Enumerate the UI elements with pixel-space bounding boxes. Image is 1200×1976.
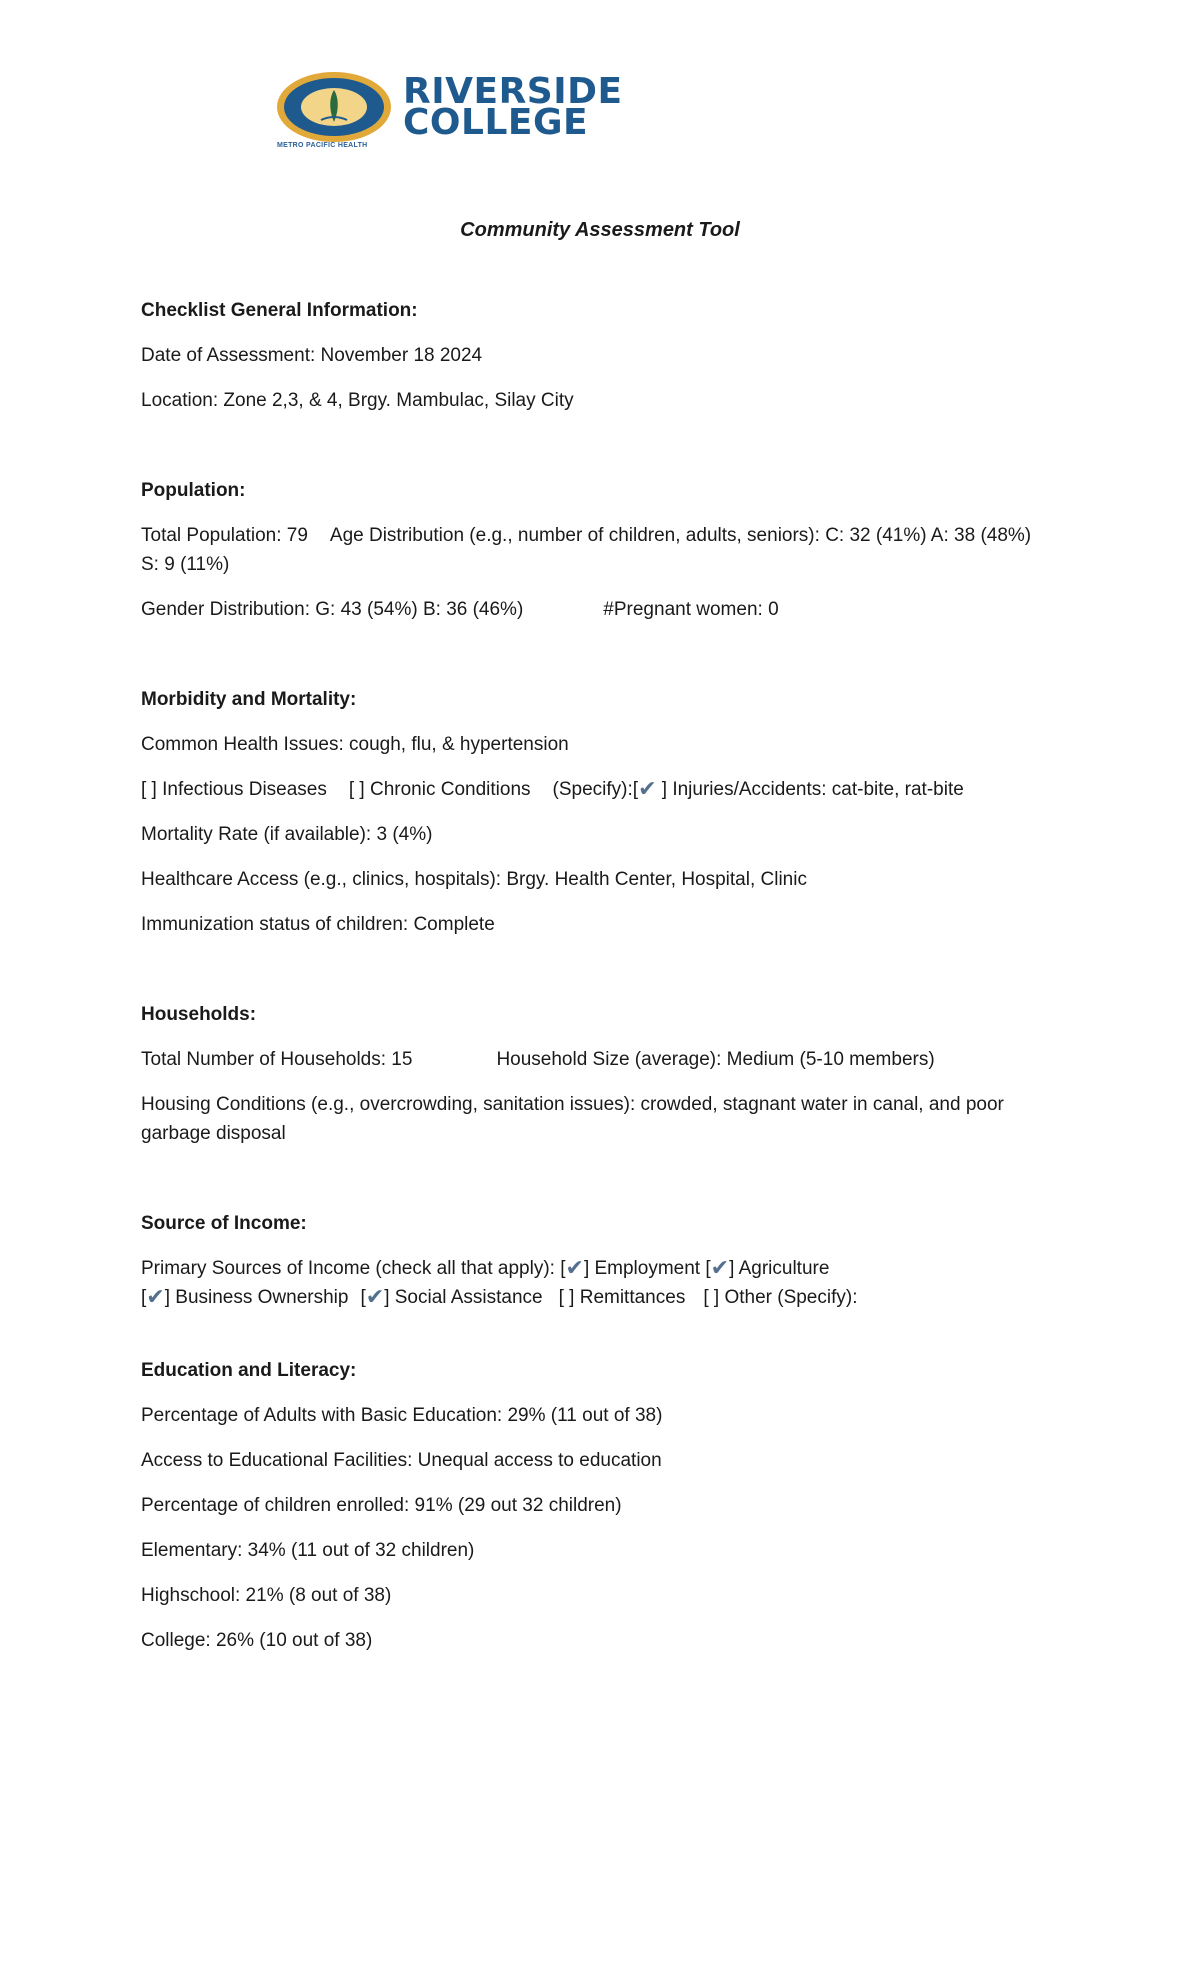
employment-option: ] Employment [ <box>583 1258 711 1279</box>
bracket-open: [ <box>141 1287 147 1308</box>
document-title: Community Assessment Tool <box>460 219 740 241</box>
adults-basic-education: Percentage of Adults with Basic Education: 29% (11 out of 38) <box>141 1405 663 1426</box>
checkmark-icon: ✔ <box>638 776 657 801</box>
educational-facilities: Access to Educational Facilities: Unequal access to education <box>141 1450 662 1471</box>
primary-sources-label: Primary Sources of Income (check all that apply): [ <box>141 1258 566 1279</box>
total-households: Total Number of Households: 15 <box>141 1049 413 1070</box>
household-size: Household Size (average): Medium (5-10 members) <box>496 1049 935 1070</box>
immunization-status: Immunization status of children: Complete <box>141 914 495 935</box>
wordmark-line2: COLLEGE <box>403 102 589 143</box>
checkmark-icon[interactable]: ✔ <box>565 1255 584 1280</box>
mortality-rate: Mortality Rate (if available): 3 (4%) <box>141 824 433 845</box>
college-seal-icon <box>275 70 393 144</box>
social-assistance-option: ] Social Assistance <box>384 1287 543 1308</box>
date-of-assessment: Date of Assessment: November 18 2024 <box>141 345 483 366</box>
population-heading: Population: <box>141 480 246 501</box>
wordmark-line1: RIVERSIDE <box>403 71 623 112</box>
specify-label: (Specify):[ <box>552 779 639 800</box>
agriculture-option: ] Agriculture <box>729 1258 830 1279</box>
location: Location: Zone 2,3, & 4, Brgy. Mambulac, Silay City <box>141 390 574 411</box>
injuries-accidents: ] Injuries/Accidents: cat-bite, rat-bite <box>656 779 964 800</box>
households-row <box>141 1045 935 1074</box>
bracket-open: [ <box>360 1287 366 1308</box>
general-heading: Checklist General Information: <box>141 300 418 321</box>
highschool: Highschool: 21% (8 out of 38) <box>141 1585 392 1606</box>
elementary: Elementary: 34% (11 out of 32 children) <box>141 1540 475 1561</box>
children-enrolled: Percentage of children enrolled: 91% (29 out 32 children) <box>141 1495 622 1516</box>
age-distribution: Age Distribution (e.g., number of children, adults, seniors): C: 32 (41%) A: 38 (48%) S: 9 (11%) <box>141 525 1032 575</box>
riverside-college-logo <box>275 70 705 154</box>
population-distribution <box>141 521 1041 579</box>
income-heading: Source of Income: <box>141 1213 307 1234</box>
checkmark-icon[interactable]: ✔ <box>146 1284 165 1309</box>
education-heading: Education and Literacy: <box>141 1360 357 1381</box>
checkmark-icon[interactable]: ✔ <box>710 1255 730 1280</box>
checkbox-other[interactable]: [ ] Other (Specify): <box>703 1287 858 1308</box>
income-row-1 <box>141 1254 829 1283</box>
income-row-2 <box>141 1283 857 1312</box>
total-population: Total Population: 79 <box>141 525 308 546</box>
checkbox-remittances[interactable]: [ ] Remittances <box>558 1287 686 1308</box>
households-heading: Households: <box>141 1004 257 1025</box>
housing-conditions: Housing Conditions (e.g., overcrowding, sanitation issues): crowded, stagnant water in canal, and poor garbage disposal <box>141 1094 1004 1144</box>
wordmark <box>403 71 623 143</box>
morbidity-heading: Morbidity and Mortality: <box>141 689 357 710</box>
partner-label: METRO PACIFIC HEALTH <box>277 142 368 149</box>
common-health-issues: Common Health Issues: cough, flu, & hypertension <box>141 734 569 755</box>
gender-row <box>141 595 779 624</box>
pregnant-women: #Pregnant women: 0 <box>603 599 779 620</box>
checkmark-icon[interactable]: ✔ <box>365 1284 385 1309</box>
college: College: 26% (10 out of 38) <box>141 1630 373 1651</box>
business-ownership-option: ] Business Ownership <box>164 1287 349 1308</box>
gender-distribution: Gender Distribution: G: 43 (54%) B: 36 (46%) <box>141 599 524 620</box>
healthcare-access: Healthcare Access (e.g., clinics, hospitals): Brgy. Health Center, Hospital, Clinic <box>141 869 807 890</box>
health-checklist-row <box>141 775 964 804</box>
checkbox-infectious-diseases[interactable]: [ ] Infectious Diseases <box>141 779 327 800</box>
checkbox-chronic-conditions[interactable]: [ ] Chronic Conditions <box>348 779 531 800</box>
